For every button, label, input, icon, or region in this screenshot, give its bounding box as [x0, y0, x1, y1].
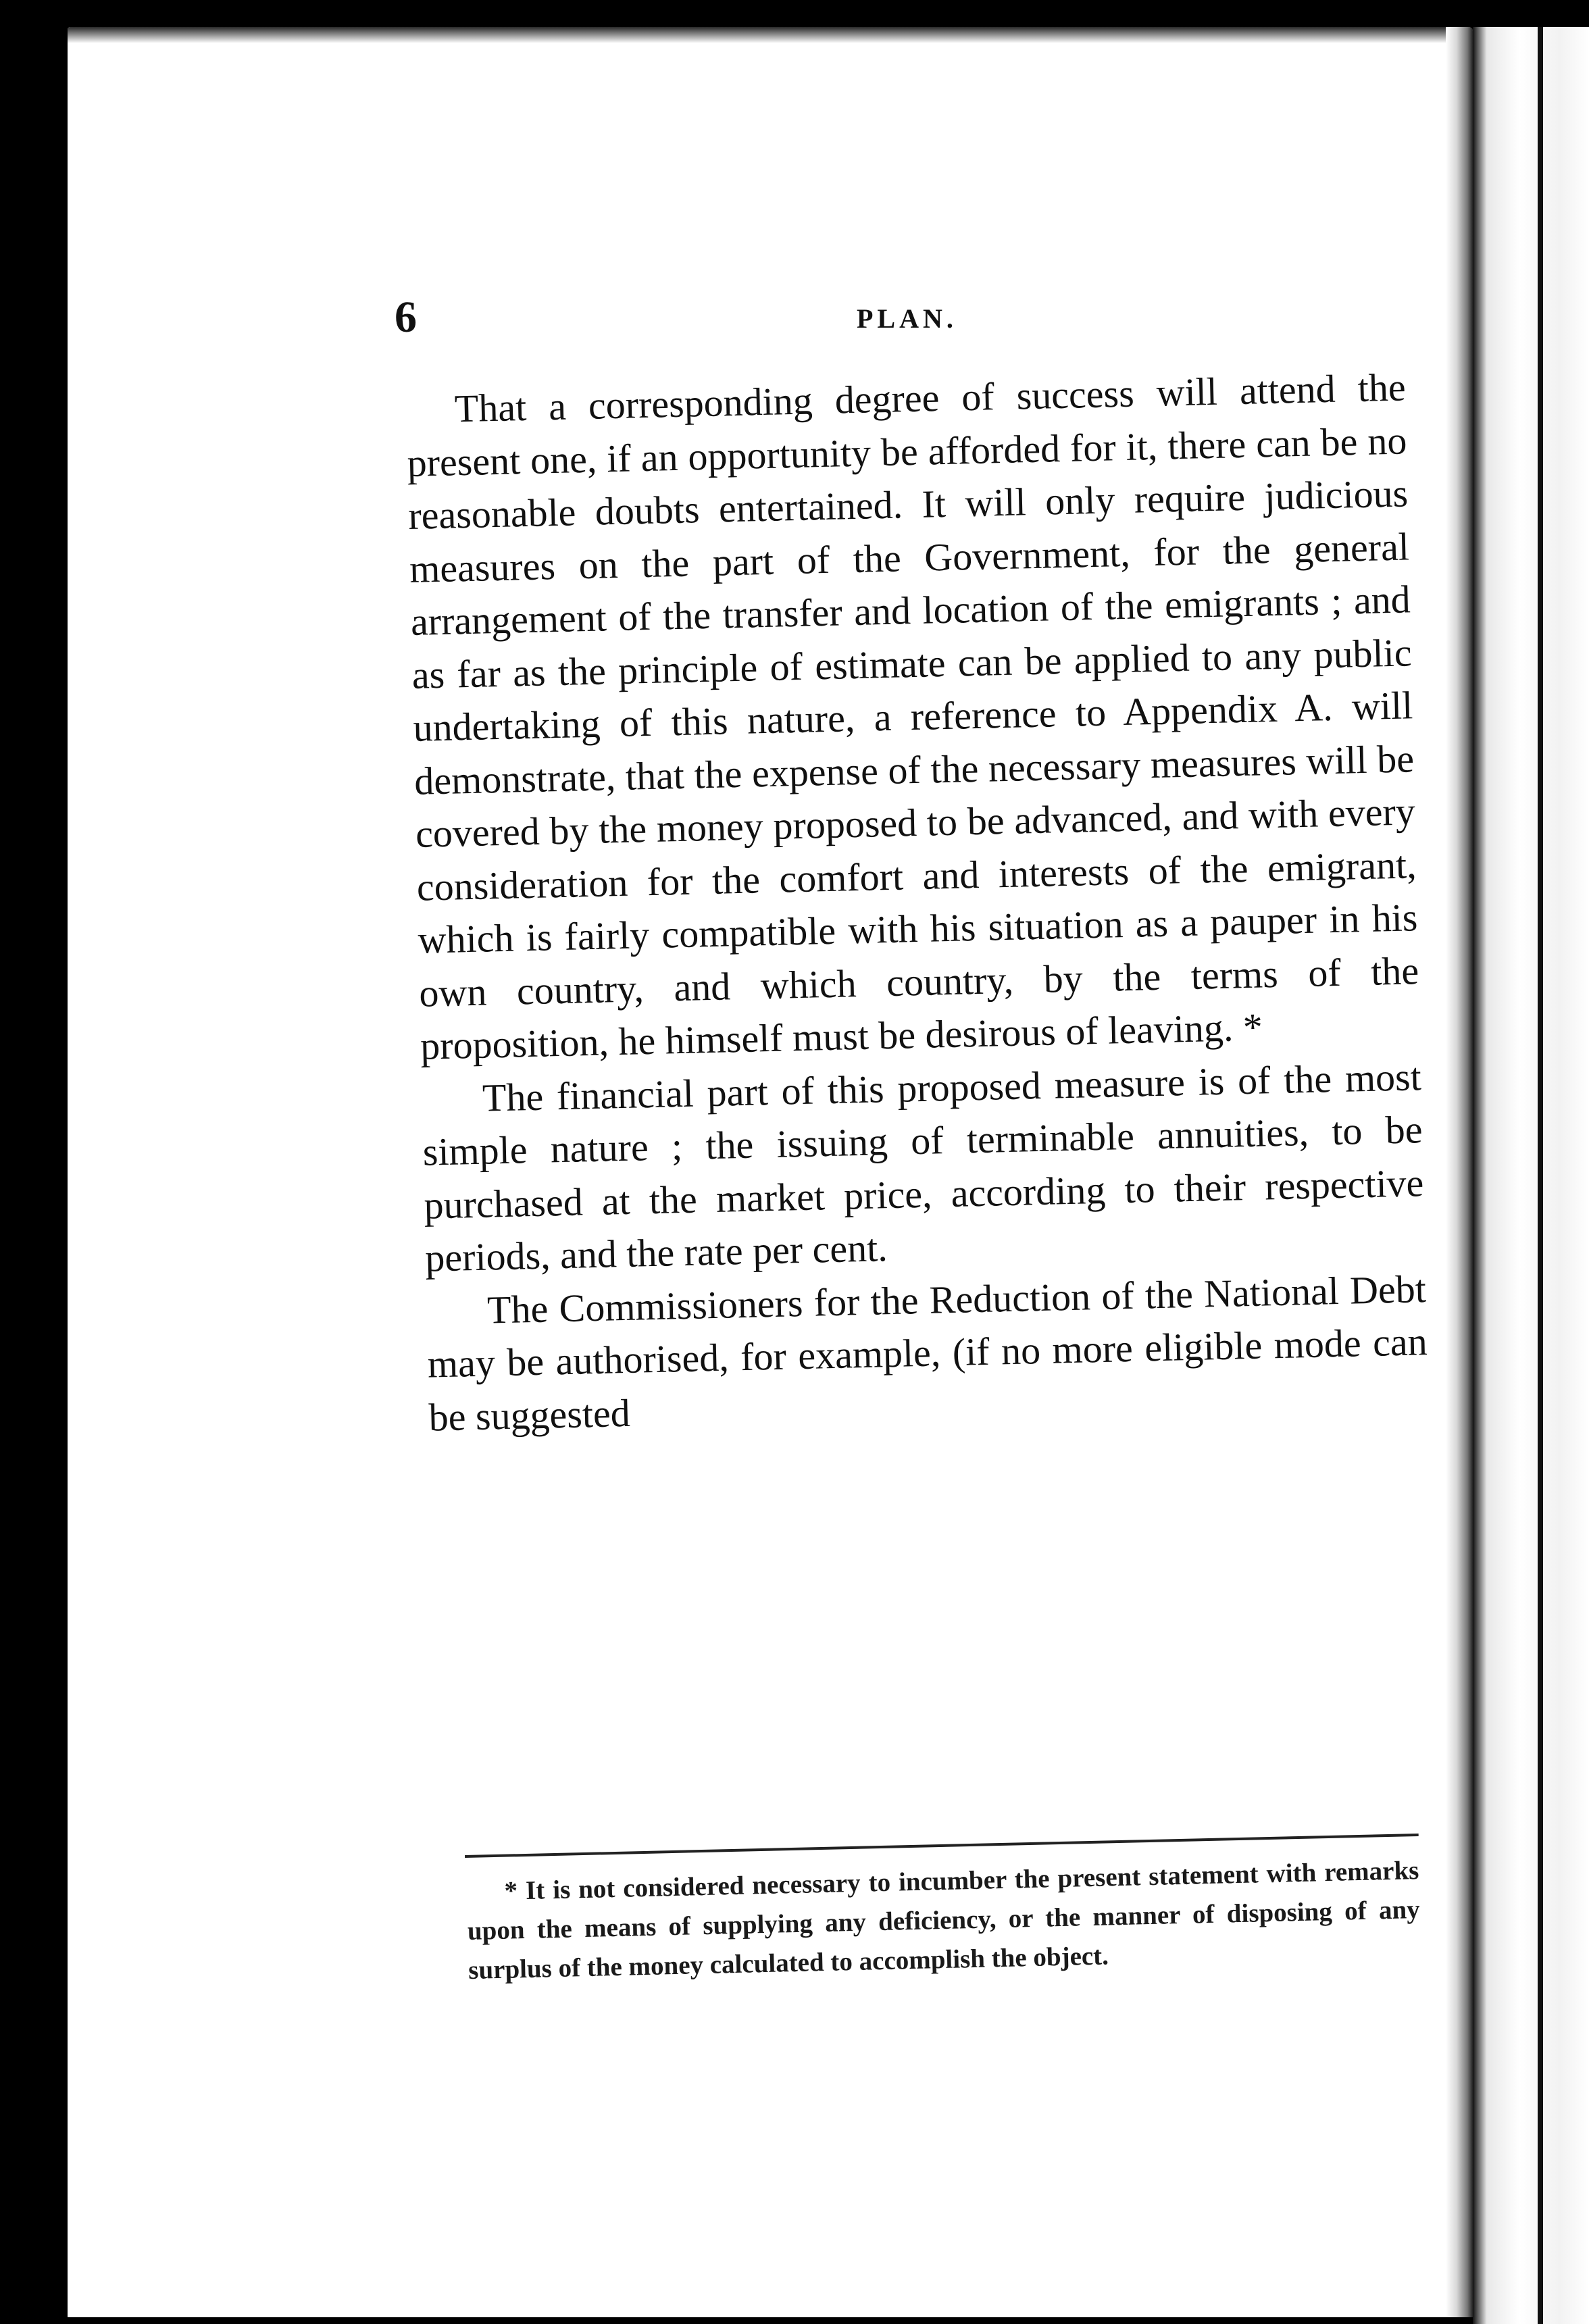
running-head: PLAN.	[857, 303, 957, 334]
paragraph-commissioners: The Commissioners for the Reduction of the National Debt may be authorised, for example, (if no more eligible mode can be suggested	[427, 1266, 1428, 1440]
page-gutter-shadow	[1446, 27, 1473, 2317]
footnote-text: * It is not considered necessary to incumber the present statement with remarks upon the means of supplying any deficiency, or the manner of disposing of any surplus of the money calculated to accomplish the object.	[467, 1856, 1421, 1985]
body-text	[405, 361, 1429, 1444]
binding-line	[1538, 27, 1543, 2324]
page-number: 6	[395, 293, 417, 342]
book-page	[68, 27, 1473, 2317]
adjacent-page-edge	[1473, 27, 1589, 2324]
footnote	[466, 1851, 1421, 1990]
paragraph-financial-part: The financial part of this proposed measure is of the most simple nature ; the issuing of terminable annuities, to be purchased at the market price, according to their respective periods, and the rate per cent.	[422, 1054, 1424, 1280]
page-top-shadow	[68, 27, 1473, 43]
paragraph-success-attend: That a corresponding degree of success will attend the present one, if an opportunity be afforded for it, there can be no reasonable doubts entertained. It will only require judicious measures on the part of the Government, for the general arrangement of the transfer and location of the emigrants ; and as far as the principle of estimate can be applied to any public undertaking of this nature, a reference to Appendix A. will demonstrate, that the expense of the necessary measures will be covered by the money proposed to be advanced, and with every consideration for the comfort and interests of the emigrant, which is fairly compatible with his situation as a pauper in his own country, and which country, by the terms of the proposition, he himself must be desirous of leaving. *	[406, 365, 1419, 1068]
